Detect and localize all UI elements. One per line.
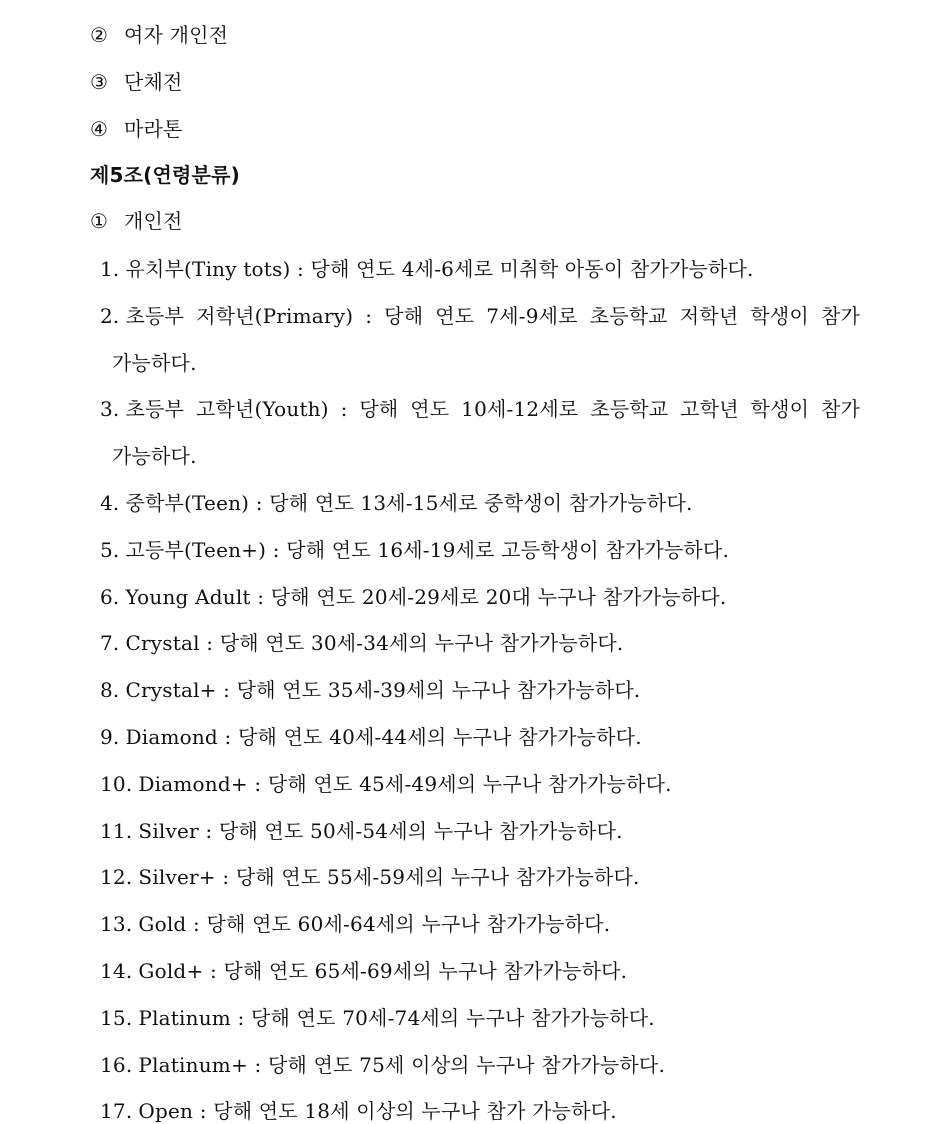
item-number: 17.: [100, 1099, 133, 1123]
list-item-text: 마라톤: [124, 117, 183, 141]
age-category-item: [100, 630, 860, 656]
item-number: 16.: [100, 1053, 133, 1077]
item-text: Silver+ : 당해 연도 55세-59세의 누구나 참가가능하다.: [138, 865, 640, 889]
item-number: 14.: [100, 959, 133, 983]
item-text: 고등부(Teen+) : 당해 연도 16세-19세로 고등학생이 참가가능하다.: [125, 538, 730, 562]
age-category-item: [100, 537, 860, 563]
item-continuation: 가능하다.: [112, 444, 197, 468]
item-text: 유치부(Tiny tots) : 당해 연도 4세-6세로 미취학 아동이 참가가능하다.: [125, 257, 754, 281]
item-number: 9.: [100, 725, 120, 749]
item-number: 3.: [100, 397, 120, 421]
item-number: 15.: [100, 1006, 133, 1030]
age-category-item: [100, 677, 860, 703]
item-text: 초등부 저학년(Primary) : 당해 연도 7세-9세로 초등학교 저학년 학생이 참가: [125, 304, 860, 328]
item-number: 1.: [100, 257, 120, 281]
item-number: 12.: [100, 865, 133, 889]
age-category-item: [100, 958, 860, 984]
age-category-item: [100, 818, 860, 844]
item-number: 8.: [100, 678, 120, 702]
item-continuation: 가능하다.: [112, 351, 197, 375]
item-number: 10.: [100, 772, 133, 796]
circled-number: ②: [90, 23, 109, 47]
age-category-item: [100, 911, 860, 937]
list-item-team: [90, 69, 183, 95]
item-text: Open : 당해 연도 18세 이상의 누구나 참가 가능하다.: [138, 1099, 617, 1123]
age-category-item: [100, 303, 860, 329]
item-text: Gold : 당해 연도 60세-64세의 누구나 참가가능하다.: [138, 912, 611, 936]
item-text: 초등부 고학년(Youth) : 당해 연도 10세-12세로 초등학교 고학년 학생이 참가: [125, 397, 860, 421]
age-category-item: [100, 1098, 860, 1124]
item-number: 5.: [100, 538, 120, 562]
item-number: 11.: [100, 819, 133, 843]
item-text: Platinum : 당해 연도 70세-74세의 누구나 참가가능하다.: [138, 1006, 655, 1030]
item-text: Diamond : 당해 연도 40세-44세의 누구나 참가가능하다.: [125, 725, 642, 749]
circled-number: ①: [90, 209, 109, 233]
circled-number: ④: [90, 117, 109, 141]
item-text: Diamond+ : 당해 연도 45세-49세의 누구나 참가가능하다.: [138, 772, 672, 796]
item-text: Gold+ : 당해 연도 65세-69세의 누구나 참가가능하다.: [138, 959, 628, 983]
item-text: Silver : 당해 연도 50세-54세의 누구나 참가가능하다.: [138, 819, 623, 843]
age-category-item: [100, 490, 860, 516]
item-number: 7.: [100, 631, 120, 655]
list-item-individual: [90, 208, 183, 234]
list-item-text: 개인전: [124, 209, 183, 233]
item-number: 13.: [100, 912, 133, 936]
circled-number: ③: [90, 70, 109, 94]
age-category-item: [100, 864, 860, 890]
list-item-text: 여자 개인전: [124, 23, 229, 47]
item-text: Young Adult : 당해 연도 20세-29세로 20대 누구나 참가가능하다.: [125, 585, 727, 609]
list-item-text: 단체전: [124, 70, 183, 94]
age-category-item: [100, 256, 860, 282]
age-category-item: [100, 1005, 860, 1031]
item-text: Crystal : 당해 연도 30세-34세의 누구나 참가가능하다.: [125, 631, 624, 655]
list-item-women-individual: [90, 22, 228, 48]
list-item-marathon: [90, 116, 183, 142]
age-category-item: [100, 724, 860, 750]
item-number: 4.: [100, 491, 120, 515]
item-number: 2.: [100, 304, 120, 328]
age-category-item: [100, 396, 860, 422]
item-text: Platinum+ : 당해 연도 75세 이상의 누구나 참가가능하다.: [138, 1053, 666, 1077]
age-category-item: [100, 1052, 860, 1078]
age-category-item: [100, 584, 860, 610]
item-number: 6.: [100, 585, 120, 609]
article-heading: 제5조(연령분류): [90, 163, 240, 187]
age-category-item: [100, 771, 860, 797]
item-text: 중학부(Teen) : 당해 연도 13세-15세로 중학생이 참가가능하다.: [125, 491, 693, 515]
item-text: Crystal+ : 당해 연도 35세-39세의 누구나 참가가능하다.: [125, 678, 641, 702]
